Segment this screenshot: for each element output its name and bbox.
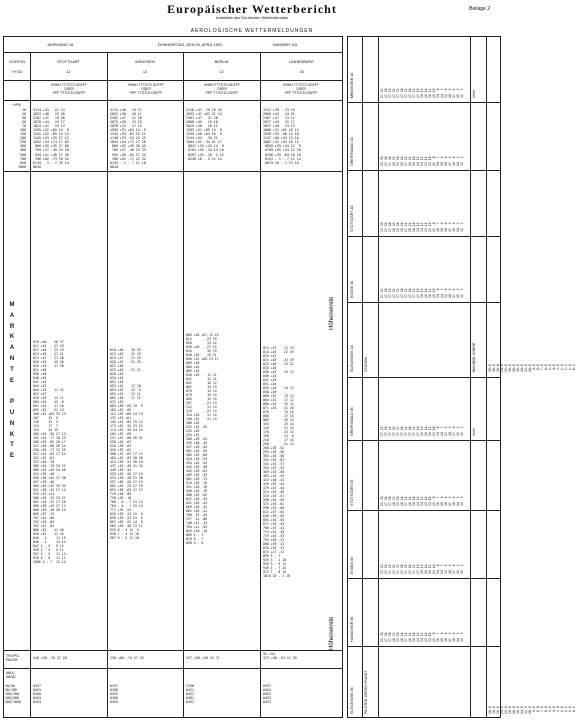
hoehenwinde-label-bottom: Höhenwinde <box>329 616 335 650</box>
yygg-label: YYGG <box>11 70 23 74</box>
rw-data-a2: 27 25 27 29 27 25 27 32 27 33 27 28 27 31 27 26 27 22 27 19 26 15 26 14 26 12 25 10 24 8 24 7 22 6 20 5 17 4 15 3 12 3 <box>380 288 464 298</box>
col-header-2: HHHH TTTDTD DDFFF ODER PPP TTTDTD DDFFF <box>128 83 164 95</box>
rw-hhhh-1: hhhh <box>472 90 476 98</box>
rw-station-3: STUTTGART 18 <box>350 205 354 232</box>
rw-station-2: GREIFSWALD 18 <box>350 137 354 166</box>
marks-stuttgart: 019 +40 20 37 011 +42 21 19 012 +44 23 19 013 +49 21 21 014 +47 21 20 018 +43 19 26 020 +45 21 26 021 +46 030 +46 040 +44 041 +45 044 +42 045 +42 11 22 057 +47 070 +53 13 11 084 +54 12 6 091 +53 21 10 092 +51 21 13 100 +52 +65 25 13 107 15 5 118 15 5 124 17 7 154 24 15 166 +54 -55 27 13 192 +53 -77 26 23 200 +53 -82 26 17 221 +55 -68 26 24 256 +55 -77 31 35 312 +51 -64 27 14 322 +52 -61 333 +54 -78 385 +54 -70 25 21 400 +55 +43 34 46 413 +59 -40 436 +56 +42 37 38 457 +59 -46 505 +55 +35 39 35 531 +59 -43 27 14 533 +57 +24 560 +55 -25 33 27 582 +54 -22 27 26 589 +59 +19 27 13 606 +59 -18 26 14 665 +57 -13 707 +51 -06 752 +53 -05 762 +51 -02 800 +51 11 16 830 +52 11 14 840 3 11 15 846 - 1 14 14 847 2 - 5 9 12 926 2 - 5 9 11 957 3 - 5 11 13 978 6 - 6 11 11 1000 5 - 7 12 14 <box>33 340 66 564</box>
page-subtitle: Amtsblatt des Deutschen Wetterdienstes <box>215 15 289 20</box>
col-header-3: HHHH TTTDTD DDFFF ODER PPP TTTDTD DDFFF <box>204 83 240 95</box>
tropo-lindenberg: 34 +54 327 +56 -54 12 39 <box>263 652 297 661</box>
tropo-stuttgart: 246 +59 -70 27 28 <box>33 656 67 660</box>
rw-station-key: STATION <box>364 356 368 372</box>
rw-levels-bottom: 30.0 28.0 26.0 24.0 22.0 20.0 18.0 16.0 14.0 12.0 10.0 9.0 8.0 7.0 6.0 5.0 4.0 3.0 2.0 1.5 1.0 0.5 <box>488 706 576 714</box>
station-name-1: STUTTGART <box>57 60 80 64</box>
rw-station-10: SCHLESWIG 06 <box>350 687 354 714</box>
tropo-label: TROPO- PAUSE <box>6 654 20 663</box>
station-name-2: MÜNCHEN <box>135 60 155 64</box>
maxwind-lindenberg: 0337 0454 0452 0453 0453 <box>263 684 271 705</box>
rw-station-6: GREIFSWALD 06 <box>350 407 354 436</box>
rw-hhhh-2: hhhh <box>472 428 476 436</box>
maxwind-berlin: 2336 0421 0452 0401 0452 <box>186 684 194 705</box>
marks-muenchen: 010 +40 20 33 013 +42 22 19 019 +47 21 19 020 +47 22 25 021 +46 023 +45 21 21 028 +45 034 +43 051 +44 053 +42 17 10 054 +55 12 6 055 +51 21 11 062 +54 17 12 071 +51 083 +50 -65 19 9 103 +52 -65 121 +53 +68 24 13 137 +53 +61 145 +54 -65 25 11 173 +52 -55 23 21 174 +53 -49 24 23 205 +55 -69 237 +57 -60 26 31 258 +54 -62 320 +59 -63 345 +59 -62 380 +51 -63 27 11 403 +55 -63 30 46 423 +59 -51 30 19 437 +52 -49 31 34 449 +59 -44 529 +53 -56 27 15 532 +56 -49 31 30 537 +56 -52 27 15 601 +55 -23 27 29 692 +56 -69 27 13 716 +50 -09 730 +53 -10 760 - 0 - 7 23 12 764 - 0 - 7 25 13 777 +53 -52 845 +55 -23 12 6 850 +55 -23 24 9 867 +55 -52 14 9 905 +55 -46 13 11 925 6 - 9 15 9 930 7 - 5 13 10 967 9 - 5 11 10 <box>110 348 143 540</box>
station-time-3: 12 <box>219 70 224 74</box>
std-data-berlin: 3116 +43 -79 16 16 2653 +47 +62 21 14 2361 +47 21 26 2068 +49 25 16 1825 +50 16 12 1593 +51 +65 14 9 1333 +50 +64 16 9 1144 +54 25 21 1004 +52 -44 51 17 0847 +55 +43 14 9 0701 +55 -34 13 10 0297 +55 -20 2 12 0140 10 - 3 11 14 <box>186 108 224 161</box>
station-time-4: 18 <box>299 70 304 74</box>
rw-data-a3: 27 25 27 29 27 25 27 32 27 33 27 28 27 31 27 26 27 22 27 19 26 15 26 14 26 12 25 10 24 8 24 7 22 6 20 5 17 4 15 3 12 3 <box>380 426 464 436</box>
jahrgang: JAHRGANG 16 <box>46 43 74 47</box>
maxwind-muenchen: 0337 0450 0452 0450 0453 <box>110 684 118 705</box>
rw-station-5: SCHLESWIG 18 <box>350 345 354 372</box>
col-header-1: HHHH TTTDTD DDFFF ODER PPP TTTDTD DDFFF <box>51 83 87 95</box>
rw-station-4: ESSEN 18 <box>350 280 354 298</box>
pressure-levels: 10 20 30 50 70 100 150 200 250 300 400 500 700 850 1000 <box>18 108 26 169</box>
rw-data-b3: 25 39 27 34 27 38 26 33 25 28 26 24 27 21 26 21 26 18 24 15 24 12 23 11 22 10 21 8 20 7 19 6 18 6 17 5 16 4 14 3 12 2 <box>380 496 464 506</box>
rw-data-b2: 25 39 27 34 27 38 26 33 25 28 26 24 27 21 26 21 26 18 24 15 24 12 23 11 22 10 21 8 20 7 19 6 18 6 17 5 16 4 14 3 12 2 <box>380 156 464 166</box>
rw-data-a1: 27 25 27 29 27 25 27 32 27 33 27 28 27 31 27 26 27 22 27 19 26 15 26 14 26 12 25 10 24 8 24 7 22 6 20 5 17 4 15 3 12 3 <box>380 88 464 98</box>
marks-berlin: 005 +26 +67 22 22 012 23 19 020 24 22 030 +49 27 22 034 26 19 040 +54 25 21 050 +52 +65 23 11 009 +49 004 +44 005 +42 030 +55 11 11 041 11 11 051 16 12 061 15 13 078 14 14 079 15 14 085 15 15 107 21 13 112 21 14 116 21 14 124 +53 21 15 140 +52 21 14 180 +54 222 +52 -55 245 +55 254 +52 286 +59 -55 316 +48 -45 347 +59 -45 361 +54 -55 385 +53 -60 410 +59 -53 434 +54 -53 443 +53 -58 445 +55 -63 469 +53 -59 501 +55 -72 510 +55 -76 531 +54 -76 546 +54 -76 588 +53 -62 622 +54 -55 641 +55 -43 669 +54 -52 681 +55 -41 700 -15 -45 727 -12 -68 748 +11 -13 764 +11 -03 845 +10 -10 869 4 - 7 870 6 - 7 890 9 - 6 <box>186 333 219 545</box>
marks-lindenberg: 013 +47 21 19 014 +45 22 19 019 +47 021 +45 23 19 023 +46 23 21 035 +45 038 +45 25 13 046 +43 047 +45 051 +44 053 +44 14 13 058 +49 060 +55 13 12 064 +51 17 12 066 +51 25 13 071 +53 21 26 078 15 15 080 27 15 089 25 13 104 25 14 143 21 14 176 23 13 190 21 6 218 27 14 250 21 12 268 +55 -52 293 +53 -56 303 +55 -58 335 +55 -63 341 +51 -57 353 +57 -53 369 +53 -58 403 +51 -59 415 +56 -42 449 +53 -44 479 +57 -44 514 +55 -46 533 +53 -57 558 +54 -59 572 +55 -62 598 +53 -66 621 +57 -62 646 +59 -55 663 +54 -55 671 +55 -43 700 +51 -41 714 +51 -30 729 +55 -33 759 +53 -22 800 +59 -23 845 +55 -23 873 +17 -11 899 5 - 7 925 5 - 1 10 935 3 - 9 12 949 4 - 7 13 972 7 - 8 14 1010 10 - 1 16 <box>263 346 294 578</box>
beilage-label: Beilage 2 <box>469 6 490 12</box>
station-label: STATION <box>9 60 25 64</box>
nummer: NUMMER 115 <box>272 43 298 47</box>
rw-station-7: STUTTGART 06 <box>350 479 354 506</box>
page-title: Europäischer Wetterbericht <box>167 2 337 16</box>
station-name-4: LINDENBERG <box>289 60 314 64</box>
date-label: DONNERSTAG, DEN 25. APRIL 1991 <box>157 43 223 47</box>
rw-station-1: MEININGEN 18 <box>350 72 354 98</box>
rw-data-a4: 27 25 27 29 27 25 27 32 27 33 27 28 27 31 27 26 27 22 27 19 26 15 26 14 26 12 25 10 24 8 24 7 22 6 20 5 17 4 15 3 12 3 <box>380 564 464 574</box>
tropo-berlin: 257 +56 +50 14 71 <box>186 656 220 660</box>
maxwind-levels: 20/50 50/100 100/200 200/500 500/1000 <box>5 684 21 705</box>
hpa-label: HPA <box>13 103 21 107</box>
rw-tropo-key: PILOTEN-SPEICH-PUNKT <box>364 670 368 714</box>
maxwind-label: MAX- WIND <box>6 671 16 680</box>
rw-station-9: HANNOVER 06 <box>350 616 354 642</box>
station-time-2: 12 <box>142 70 148 74</box>
std-data-lindenberg: 3122 +39 23 19 2660 +44 24 21 2367 +47 13 12 2077 +44 15 17 1837 +49 13 12 1600 +51 +61 16 12 1339 +53 -56 14 10 1147 +50 +54 12 10 1002 +52 +55 18 12 0845 +59 +54 12 9 0705 +55 +54 12 10 0296 +59 -64 10 16 0141 - 1 - 7 12 14 0013 10 - 1 13 16 <box>263 108 301 165</box>
col-header-4: HHHH TTTDTD DDFFF ODER PPP TTTDTD DDFFF <box>283 83 319 95</box>
station-name-3: BERLIN <box>214 60 229 64</box>
markante-punkte-label: M A R K A N T E P U N K T E <box>9 302 15 460</box>
rw-levels-top: 30.0 28.0 26.0 24.0 22.0 20.0 18.0 16.0 14.0 12.0 10.0 9.0 8.0 7.0 6.0 5.0 4.0 3.0 2.0 1.5 1.0 0.5 <box>488 364 576 372</box>
section-title: AEROLOGISCHE WETTERMELDUNGEN <box>190 28 314 34</box>
rw-station-8: ESSEN 06 <box>350 556 354 574</box>
std-data-stuttgart: 3114 +43 21 14 2653 +48 19 26 2362 +47 19 26 2070 +44 19 17 1824 +51 19 13 1595 +52 +65 15 6 1332 +52 -65 24 13 1145 +53 +55 27 13 1032 +54 +74 17 62 860 +55 +45 27 66 709 +57 -45 24 26 594 +51 +40 27 36 296 +62 -73 16 54 0143 - 3 - 7 35 14 0010 <box>33 108 69 169</box>
hoehenwinde-label-top: Höhenwinde <box>329 296 335 330</box>
rw-maxwind-key: MAXIMAL-WINDE <box>472 342 476 372</box>
std-data-muenchen: 3114 +40 24 11 2652 +50 16 11 2362 +47 21 26 2073 +49 23 23 1826 +52 17 14 1595 +51 +64 14 9 1333 +53 -62 25 11 1146 +53 -54 15 23 1034 +54 +72 27 26 860 +55 +39 30 45 709 +57 -40 23 33 593 +56 -63 27 24 296 +61 -71 22 32 0143 - 1 - 7 11 10 0010 <box>110 108 146 169</box>
maxwind-stuttgart: 0337 0453 0450 0454 0453 <box>33 684 41 705</box>
tropo-muenchen: 236 +60 -74 27 33 <box>110 656 144 660</box>
rw-data-b1: 25 39 27 34 27 38 26 33 25 28 26 24 27 21 26 21 26 18 24 15 24 12 23 11 22 10 21 8 20 7 19 6 18 6 17 5 16 4 14 3 12 2 <box>380 222 464 232</box>
rw-data-b4: 25 39 27 34 27 38 26 33 25 28 26 24 27 21 26 21 26 18 24 15 24 12 23 11 22 10 21 8 20 7 19 6 18 6 17 5 16 4 14 3 12 2 <box>380 632 464 642</box>
station-time-1: 12 <box>66 70 71 74</box>
